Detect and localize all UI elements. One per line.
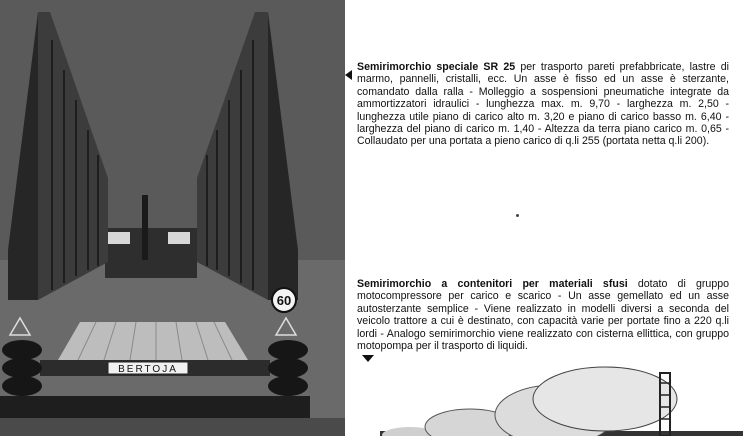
pointer-left-icon [345,70,352,80]
caption-container-title: Semirimorchio a contenitori per materiali sfusi [357,278,628,290]
pointer-down-icon [362,355,374,362]
caption-container-trailer [357,278,729,352]
plate-text: BERTOJA [118,364,178,375]
caption-sr25 [357,61,729,148]
caption-container-body: dotato di gruppo motocompressore per carico e scarico - Un asse gemellato ed un asse autosterzante semplice - Viene realizzato in modelli diversi a seconda del veicolo trattore a cui è destinato, con capacità varie per portate fino a 220 q.li lordi - Analogo semirimorchio viene realizzato con cisterna ellittica, con gruppo motopompa per il trasporto di liquidi. [357,278,730,353]
speed-sign-text: 60 [276,293,292,308]
trailer-photo [0,0,345,436]
caption-sr25-body: per trasporto pareti prefabbricate, lastre di marmo, pannelli, cristalli, ecc. Un asse è fisso ed un asse è sterzante, comandato dalla ralla - Molleggio a sospensioni pneumatiche integrate da ammortizzatori idraulici - lunghezza max. m. 9,70 - larghezza m. 2,50 - lunghezza utile piano di carico alto m. 3,20 e piano di carico basso m. 6,40 - larghezza del piano di carico m. 1,40 - Altezza da terra piano carico m. 0,65 - Collaudato per una portata a pieno carico di q.li 255 (portata netta q.li 200). [357,61,729,148]
tank-trailer-photo [380,365,743,436]
caption-sr25-title: Semirimorchio speciale SR 25 [357,61,516,73]
print-speck [516,214,519,217]
